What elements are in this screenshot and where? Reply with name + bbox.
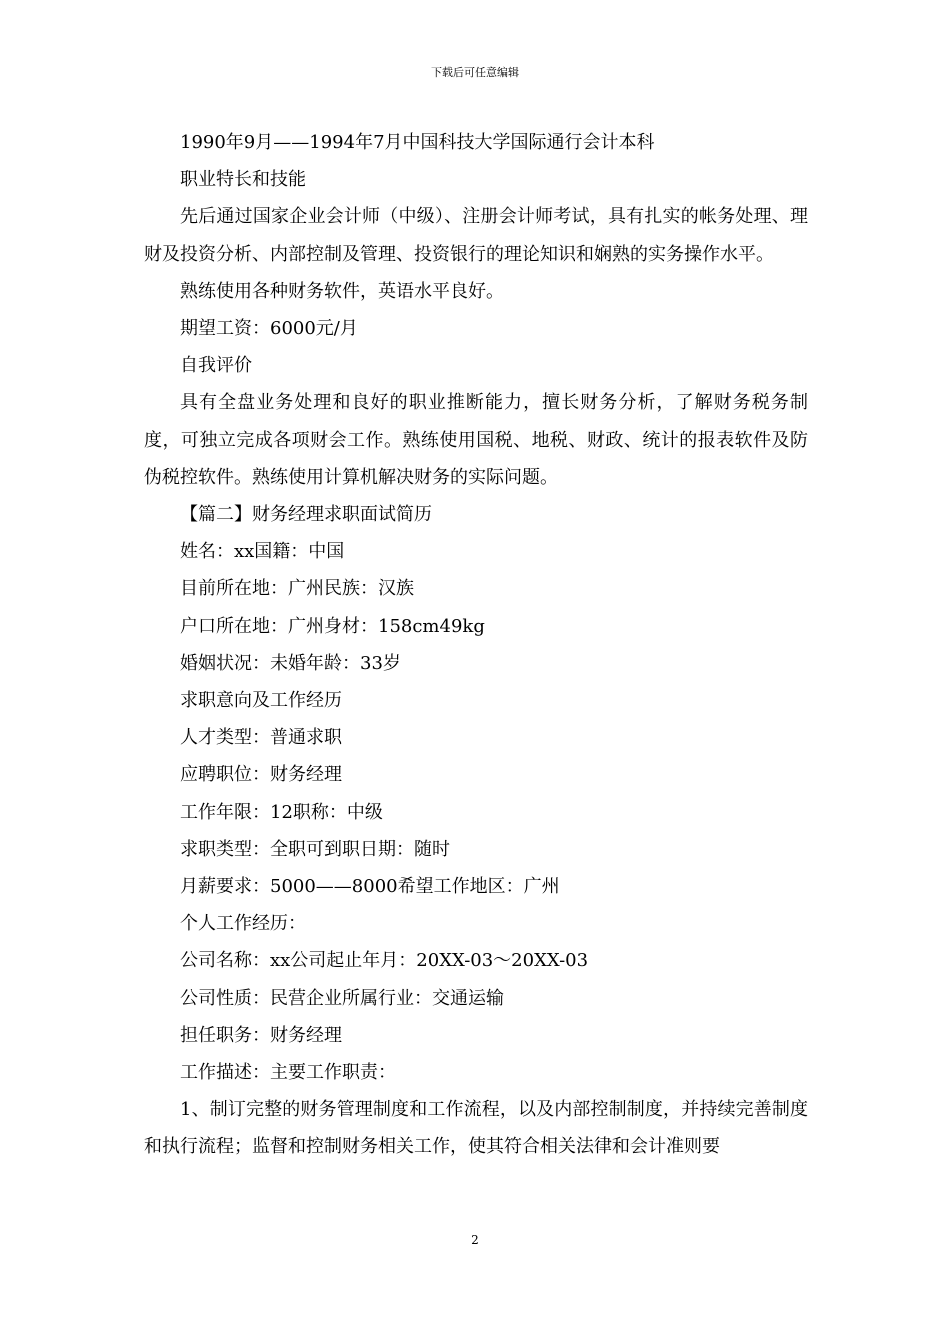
document-body [144,124,808,1166]
field-job-description: 工作描述：主要工作职责： [180,1062,396,1084]
field-company-type-industry: 公司性质：民营企业所属行业：交通运输 [180,987,504,1009]
field-household-build: 户口所在地：广州身材：158cm49kg [180,615,485,637]
field-role: 担任职务：财务经理 [180,1024,342,1046]
heading-self-evaluation: 自我评价 [180,355,252,377]
paragraph-self-evaluation: 具有全盘业务处理和良好的职业推断能力，擅长财务分析，了解财务税务制度，可独立完成各项财会工作。熟练使用国税、地税、财政、统计的报表软件及防伪税控软件。熟练使用计算机解决财务的实际问题。 [144,392,808,488]
field-name-nationality: 姓名：xx国籍：中国 [180,541,345,563]
field-marital-age: 婚姻状况：未婚年龄：33岁 [180,652,401,674]
field-salary-region: 月薪要求：5000——8000希望工作地区：广州 [180,876,560,898]
heading-part-two: 【篇二】财务经理求职面试简历 [180,504,432,526]
field-company-period: 公司名称：xx公司起止年月：20XX-03～20XX-03 [180,950,589,972]
field-talent-type: 人才类型：普通求职 [180,727,342,749]
field-position: 应聘职位：财务经理 [180,764,342,786]
page-header: 下载后可任意编辑 [431,66,519,79]
paragraph-certifications: 先后通过国家企业会计师（中级）、注册会计师考试，具有扎实的帐务处理、理财及投资分析、内部控制及管理、投资银行的理论知识和娴熟的实务操作水平。 [144,206,808,265]
heading-skills: 职业特长和技能 [180,169,306,191]
field-years-title: 工作年限：12职称：中级 [180,801,383,823]
heading-work-history: 个人工作经历： [180,913,306,935]
page-number: 2 [471,1233,479,1247]
paragraph-duty-one: 1、制订完整的财务管理制度和工作流程，以及内部控制制度，并持续完善制度和执行流程；监督和控制财务相关工作，使其符合相关法律和会计准则要 [144,1099,808,1158]
paragraph-software-english: 熟练使用各种财务软件，英语水平良好。 [180,280,504,302]
paragraph-education: 1990年9月——1994年7月中国科技大学国际通行会计本科 [180,132,655,153]
paragraph-expected-salary: 期望工资：6000元/月 [180,318,358,340]
field-location-ethnicity: 目前所在地：广州民族：汉族 [180,578,414,600]
heading-job-intent: 求职意向及工作经历 [180,690,342,712]
field-job-type-availability: 求职类型：全职可到职日期：随时 [180,838,450,860]
